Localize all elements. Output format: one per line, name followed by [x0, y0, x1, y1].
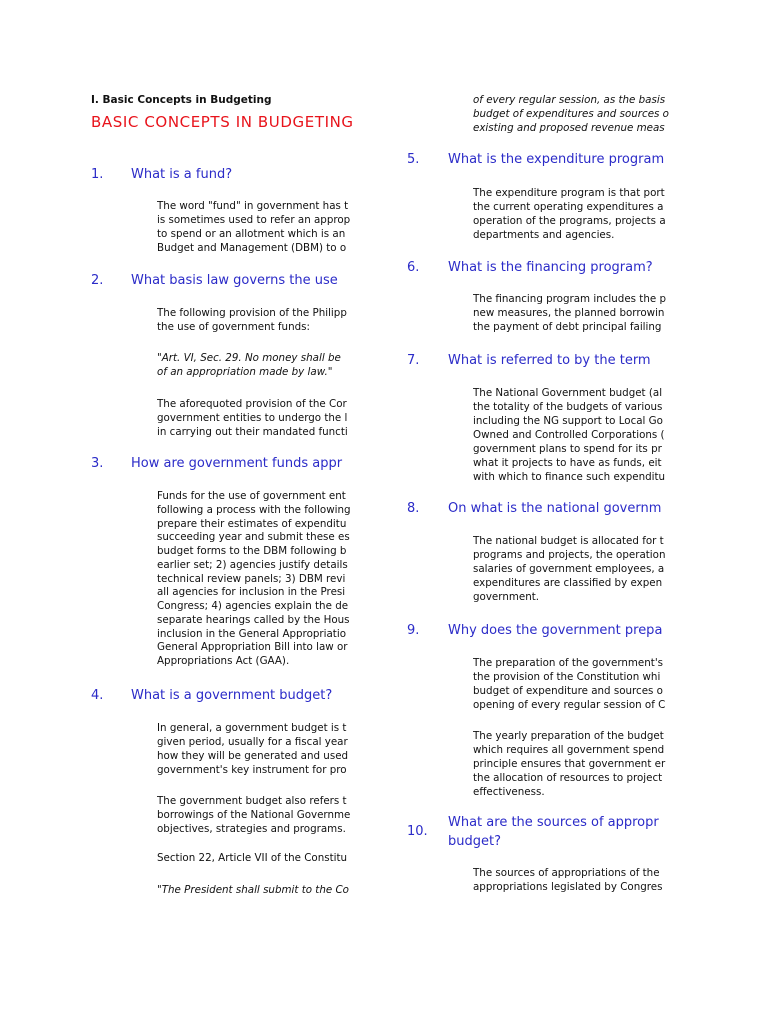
text-line: The expenditure program is that port — [473, 187, 665, 199]
text-line: Owned and Controlled Corporations ( — [473, 429, 665, 441]
question-8-title: On what is the national governm — [448, 501, 662, 516]
text-line: government entities to undergo the l — [157, 412, 348, 424]
question-7-title: What is referred to by the term — [448, 353, 651, 368]
text-line: including the NG support to Local Go — [473, 415, 663, 427]
question-1-number: 1. — [91, 167, 104, 182]
text-line: the allocation of resources to project — [473, 772, 663, 784]
text-line: The yearly preparation of the budget — [473, 730, 664, 742]
text-line: of every regular session, as the basis — [473, 94, 666, 106]
text-line: expenditures are classified by expen — [473, 577, 663, 589]
text-line: salaries of government employees, a — [473, 563, 665, 575]
answer-6-paragraph — [473, 292, 685, 334]
continued-quote — [473, 93, 685, 135]
question-6-title: What is the financing program? — [448, 260, 653, 275]
question-10-title — [448, 813, 685, 851]
text-line: the totality of the budgets of various — [473, 401, 663, 413]
text-line: effectiveness. — [473, 786, 545, 798]
text-line: The aforequoted provision of the Cor — [157, 398, 347, 410]
question-4-title: What is a government budget? — [131, 688, 333, 703]
text-line: budget forms to the DBM following b — [157, 545, 347, 557]
text-line: The national budget is allocated for t — [473, 535, 664, 547]
text-line: The financing program includes the p — [473, 293, 667, 305]
section-label: I. Basic Concepts in Budgeting — [91, 94, 272, 106]
question-10-number: 10. — [407, 824, 428, 839]
text-line: all agencies for inclusion in the Presi — [157, 586, 346, 599]
answer-1-paragraph — [157, 199, 365, 255]
text-line: the payment of debt principal failing — [473, 321, 662, 333]
text-line: "The President shall submit to the Co — [157, 884, 349, 896]
question-line: budget? — [448, 834, 501, 849]
text-line: programs and projects, the operation — [473, 549, 666, 561]
text-line: government's key instrument for pro — [157, 764, 347, 776]
text-line: following a process with the following — [157, 503, 351, 516]
question-2-title: What basis law governs the use — [131, 273, 338, 288]
text-line: the use of government funds: — [157, 321, 310, 333]
answer-3-paragraph — [157, 490, 365, 669]
text-line: The National Government budget (al — [473, 387, 663, 399]
answer-2-quote — [157, 351, 365, 379]
text-line: with which to finance such expenditu — [473, 471, 666, 483]
question-7-number: 7. — [407, 353, 420, 368]
question-3-number: 3. — [91, 456, 104, 471]
text-line: Funds for the use of government ent — [157, 490, 346, 502]
text-line: objectives, strategies and programs. — [157, 823, 346, 835]
text-line: Budget and Management (DBM) to o — [157, 242, 347, 254]
text-line: given period, usually for a fiscal year — [157, 736, 348, 748]
text-line: new measures, the planned borrowin — [473, 307, 665, 319]
question-8-number: 8. — [407, 501, 420, 516]
question-6-number: 6. — [407, 260, 420, 275]
question-line: What are the sources of appropr — [448, 815, 659, 830]
question-5-number: 5. — [407, 152, 420, 167]
text-line: which requires all government spend — [473, 744, 665, 756]
text-line: is sometimes used to refer an approp — [157, 214, 351, 226]
text-line: what it projects to have as funds, eit — [473, 457, 662, 469]
answer-9-paragraph — [473, 656, 685, 712]
document-title: BASIC CONCEPTS IN BUDGETING — [91, 113, 354, 131]
text-line: The preparation of the government's — [473, 657, 664, 669]
question-2-number: 2. — [91, 273, 104, 288]
text-line: In general, a government budget is t — [157, 722, 347, 734]
text-line: to spend or an allotment which is an — [157, 228, 346, 240]
answer-4-paragraph-3 — [157, 851, 365, 865]
text-line: earlier set; 2) agencies justify details — [157, 558, 348, 571]
answer-8-paragraph — [473, 534, 685, 604]
answer-4-paragraph-2 — [157, 794, 365, 836]
text-line: separate hearings called by the Hous — [157, 613, 350, 626]
text-line: in carrying out their mandated functi — [157, 426, 348, 438]
text-line: opening of every regular session of C — [473, 699, 666, 711]
text-line: General Appropriation Bill into law or — [157, 641, 348, 654]
question-9-title: Why does the government prepa — [448, 623, 663, 638]
text-line: Congress; 4) agencies explain the de — [157, 600, 349, 612]
answer-4-quote — [157, 883, 365, 897]
text-line: appropriations legislated by Congres — [473, 881, 663, 893]
text-line: existing and proposed revenue meas — [473, 122, 665, 134]
answer-2-paragraph-2 — [157, 397, 365, 439]
answer-7-paragraph — [473, 386, 685, 484]
text-line: The following provision of the Philipp — [157, 307, 347, 319]
answer-10-paragraph — [473, 866, 685, 894]
text-line: principle ensures that government er — [473, 758, 666, 770]
text-line: of an appropriation made by law." — [157, 366, 333, 378]
text-line: succeeding year and submit these es — [157, 531, 350, 544]
question-4-number: 4. — [91, 688, 104, 703]
text-line: the current operating expenditures a — [473, 201, 664, 213]
text-line: government plans to spend for its pr — [473, 443, 662, 455]
text-line: Appropriations Act (GAA). — [157, 655, 290, 667]
text-line: how they will be generated and used — [157, 750, 349, 762]
question-1-title: What is a fund? — [131, 167, 233, 182]
answer-9-paragraph-2 — [473, 729, 685, 799]
text-line: prepare their estimates of expenditu — [157, 517, 347, 530]
text-line: The sources of appropriations of the — [473, 867, 660, 879]
text-line: budget of expenditures and sources o — [473, 108, 669, 120]
text-line: departments and agencies. — [473, 229, 615, 241]
text-line: The government budget also refers t — [157, 795, 347, 807]
text-line: borrowings of the National Governme — [157, 809, 351, 821]
question-5-title: What is the expenditure program — [448, 152, 665, 167]
question-9-number: 9. — [407, 623, 420, 638]
text-line: government. — [473, 591, 540, 603]
text-line: operation of the programs, projects a — [473, 215, 666, 227]
text-line: The word "fund" in government has t — [157, 200, 349, 212]
answer-5-paragraph — [473, 186, 685, 242]
question-3-title: How are government funds appr — [131, 456, 343, 471]
answer-4-paragraph — [157, 721, 365, 777]
answer-2-paragraph — [157, 306, 365, 334]
text-line: budget of expenditure and sources o — [473, 685, 663, 697]
text-line: technical review panels; 3) DBM revi — [157, 572, 346, 585]
text-line: "Art. VI, Sec. 29. No money shall be — [157, 352, 341, 364]
text-line: the provision of the Constitution whi — [473, 671, 661, 683]
text-line: Section 22, Article VII of the Constitu — [157, 852, 348, 864]
text-line: inclusion in the General Appropriatio — [157, 627, 347, 640]
